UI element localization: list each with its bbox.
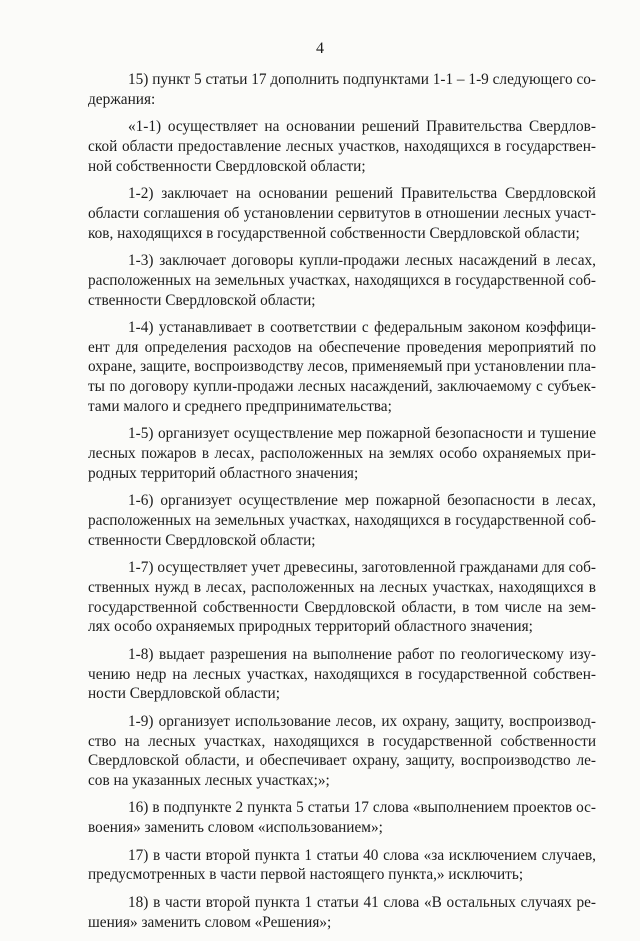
paragraph: [88, 893, 596, 932]
paragraph-line: ности Свердловской области;: [88, 685, 280, 703]
document-body: [88, 70, 596, 941]
paragraph-line: держания:: [88, 90, 156, 108]
paragraph: [88, 645, 596, 704]
paragraph-line: ков, находящихся в государственной собственности Свердловской области;: [88, 224, 580, 242]
paragraph-line: ственных нужд в лесах, расположенных на лесных участках, находящихся в: [88, 578, 596, 596]
paragraph-line: ство на лесных участках, находящихся в государственной собственности: [88, 732, 596, 750]
paragraph: [88, 117, 596, 176]
paragraph-line: Свердловской области, и обеспечивает охрану, защиту, воспроизводство ле-: [88, 752, 596, 770]
paragraph-line: 17) в части второй пункта 1 статьи 40 слова «за исключением случаев,: [128, 846, 596, 864]
paragraph-line: расположенных на земельных участках, находящихся в государственной соб-: [88, 512, 596, 529]
paragraph-line: лесных пожаров в лесах, расположенных на землях особо охраняемых при-: [88, 445, 596, 463]
paragraph: [88, 251, 596, 310]
paragraph-line: 15) пункт 5 статьи 17 дополнить подпунктами 1-1 – 1-9 следующего со-: [128, 71, 596, 88]
paragraph: [88, 846, 596, 885]
paragraph-line: 1-8) выдает разрешения на выполнение работ по геологическому изу-: [128, 645, 596, 663]
paragraph-line: 18) в части второй пункта 1 статьи 41 слова «В остальных случаях ре-: [128, 894, 596, 912]
paragraph: [88, 424, 596, 483]
paragraph-line: ты по договору купли-продажи лесных насаждений, заключаемому с субъек-: [88, 378, 596, 396]
paragraph-line: ственности Свердловской области;: [88, 291, 316, 309]
paragraph: [88, 712, 596, 790]
page-number: 4: [316, 40, 324, 57]
paragraph: [88, 70, 596, 109]
paragraph-line: 1-2) заключает на основании решений Правительства Свердловской: [128, 185, 596, 203]
paragraph-line: расположенных на земельных участках, находящихся в государственной соб-: [88, 271, 596, 289]
paragraph-line: ственности Свердловской области;: [88, 531, 316, 549]
paragraph: [88, 798, 596, 837]
paragraph: [88, 184, 596, 243]
paragraph-line: 1-3) заключает договоры купли-продажи лесных насаждений в лесах,: [128, 252, 596, 270]
paragraph-line: сов на указанных лесных участках;»;: [88, 771, 330, 789]
paragraph-line: «1-1) осуществляет на основании решений Правительства Свердлов-: [128, 118, 596, 136]
paragraph-line: 1-9) организует использование лесов, их охрану, защиту, воспроизвод-: [128, 712, 596, 730]
paragraph-line: 1-7) осуществляет учет древесины, заготовленной гражданами для соб-: [128, 559, 596, 577]
paragraph-line: 16) в подпункте 2 пункта 5 статьи 17 слова «выполнением проектов ос-: [128, 799, 596, 817]
paragraph-line: 1-4) устанавливает в соответствии с федеральным законом коэффици-: [128, 319, 596, 337]
paragraph-line: 1-5) организует осуществление мер пожарной безопасности и тушение: [128, 425, 596, 443]
paragraph-line: ент для определения расходов на обеспечение проведения мероприятий по: [88, 338, 596, 356]
paragraph-line: тами малого и среднего предпринимательства;: [88, 397, 392, 415]
paragraph: [88, 491, 596, 550]
paragraph-line: предусмотренных в части первой настоящего пункта,» исключить;: [88, 866, 524, 884]
paragraph-line: 1-6) организует осуществление мер пожарной безопасности в лесах,: [128, 492, 596, 510]
paragraph-line: шения» заменить словом «Решения»;: [88, 913, 332, 931]
paragraph-line: родных территорий областного значения;: [88, 464, 359, 482]
paragraph-line: воения» заменить словом «использованием»;: [88, 819, 383, 837]
paragraph-line: лях особо охраняемых природных территорий областного значения;: [88, 618, 533, 636]
paragraph-line: охране, защите, воспроизводству лесов, применяемый при установлении пла-: [88, 358, 596, 376]
paragraph-line: ной собственности Свердловской области;: [88, 157, 366, 175]
paragraph-line: ской области предоставление лесных участков, находящихся в государствен-: [88, 137, 596, 155]
paragraph-line: чению недр на лесных участках, находящихся в государственной собствен-: [88, 665, 596, 683]
paragraph: [88, 558, 596, 636]
paragraph: [88, 318, 596, 416]
paragraph-line: государственной собственности Свердловской области, в том числе на зем-: [88, 598, 596, 616]
paragraph-line: области соглашения об установлении сервитутов в отношении лесных участ-: [88, 204, 596, 222]
